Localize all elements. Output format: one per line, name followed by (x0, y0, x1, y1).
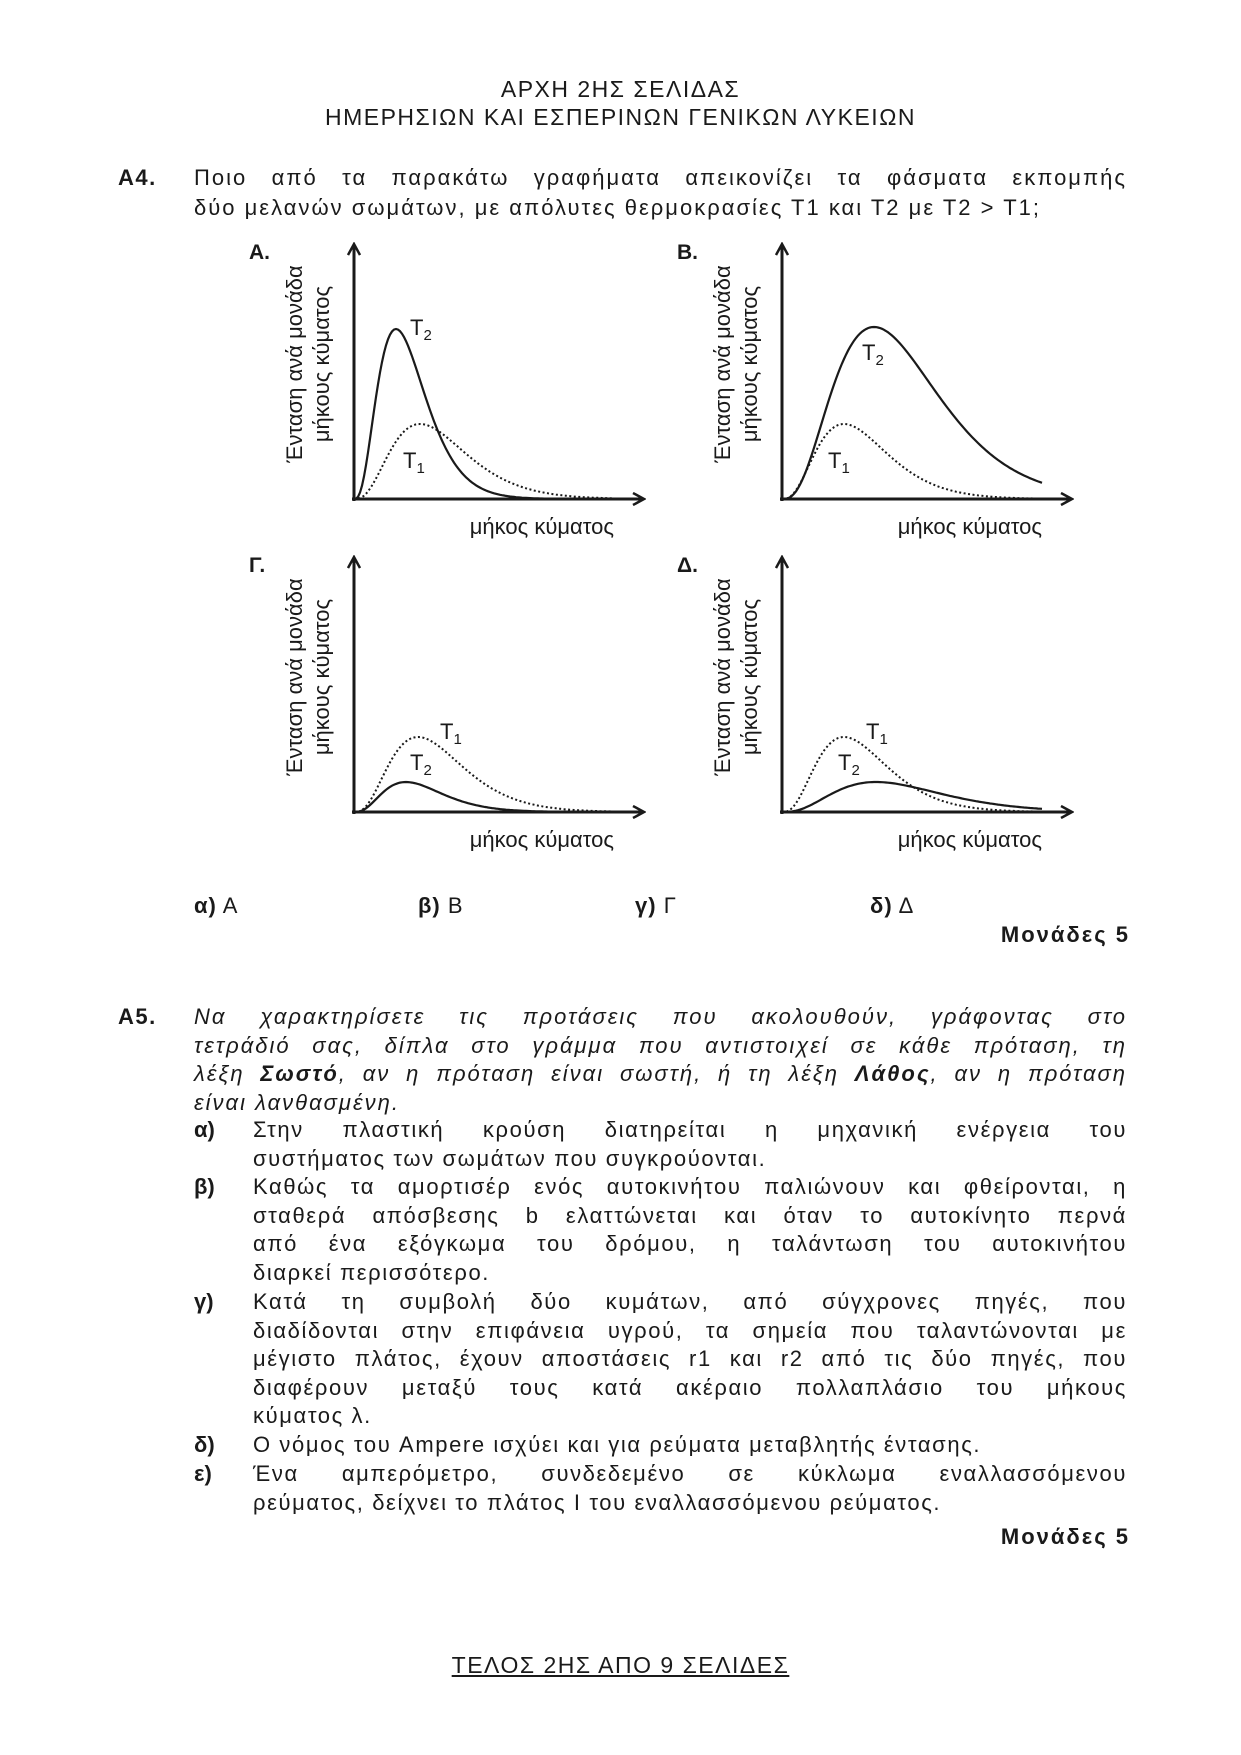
series-curve-t1 (354, 424, 614, 499)
chart-panel (677, 554, 1072, 852)
statement-line: ρεύματος, δείχνει το πλάτος I του εναλλασσόμενου ρεύματος. (253, 1489, 942, 1515)
statement-letter: β) (194, 1174, 215, 1199)
statement-line: Ένα αμπερόμετρο, συνδεδεμένο σε κύκλωμα εναλλασσόμενου (253, 1461, 1127, 1486)
statement-text (253, 1288, 1127, 1431)
x-axis-label: μήκος κύματος (469, 827, 614, 852)
x-axis-label: μήκος κύματος (897, 827, 1042, 852)
chart-panel (677, 241, 1072, 539)
statement-line: κύματος λ. (253, 1403, 372, 1428)
option-d (870, 893, 914, 919)
statement-line: διαρκεί περισσότερο. (253, 1259, 491, 1285)
panel-label: Γ. (249, 554, 266, 577)
question-a5-intro-line-3 (194, 1060, 1127, 1088)
series-curve-t2 (354, 782, 614, 812)
series-label: $T_2$ (862, 340, 884, 369)
statement-letter: ε) (194, 1461, 212, 1486)
statement-line: μέγιστο πλάτος, έχουν αποστάσεις r1 και r2 από τις δύο πηγές, που (253, 1346, 1127, 1371)
option-d-letter: δ) (870, 893, 893, 918)
spectra-charts (0, 225, 1241, 865)
word-correct: Σωστό (260, 1061, 339, 1086)
intro-text: , αν η πρόταση (930, 1061, 1128, 1086)
panel-label: Δ. (677, 554, 698, 577)
y-axis-label-line-1: Ένταση ανά μονάδα (710, 265, 735, 463)
footer-text: ΤΕΛΟΣ 2ΗΣ ΑΠΟ 9 ΣΕΛΙΔΕΣ (451, 1652, 790, 1678)
series-label: $T_2$ (838, 750, 860, 779)
statement-line: Καθώς τα αμορτισέρ ενός αυτοκινήτου παλιώνουν και φθείρονται, η (253, 1174, 1127, 1199)
statement-text (253, 1173, 1127, 1287)
option-a-letter: α) (194, 893, 217, 918)
question-a4-line-2: δύο μελανών σωμάτων, με απόλυτες θερμοκρασίες Τ1 και Τ2 με Τ2 > Τ1; (194, 195, 1041, 220)
header-line-2: ΗΜΕΡΗΣΙΩΝ ΚΑΙ ΕΣΠΕΡΙΝΩΝ ΓΕΝΙΚΩΝ ΛΥΚΕΙΩΝ (324, 104, 916, 130)
statement-letter: δ) (194, 1432, 215, 1457)
series-label: $T_2$ (410, 315, 432, 344)
y-axis-label-line-2: μήκους κύματος (737, 598, 762, 756)
series-curve-t2 (782, 327, 1042, 499)
panel-label: Β. (677, 241, 698, 264)
series-label: $T_1$ (828, 448, 850, 477)
intro-text: λέξη (194, 1061, 261, 1086)
series-label: $T_1$ (866, 719, 888, 748)
option-b (418, 893, 464, 919)
statement-line: Κατά τη συμβολή δύο κυμάτων, από σύγχρονες πηγές, που (253, 1289, 1127, 1314)
question-a5-intro-line-2: τετράδιό σας, δίπλα στο γράμμα που αντιστοιχεί σε κάθε πρόταση, τη (194, 1033, 1127, 1058)
y-axis-label-line-2: μήκους κύματος (309, 598, 334, 756)
x-axis-label: μήκος κύματος (897, 514, 1042, 539)
y-axis-label-line-1: Ένταση ανά μονάδα (710, 578, 735, 776)
series-label: $T_2$ (410, 750, 432, 779)
header-line-1: ΑΡΧΗ 2ΗΣ ΣΕΛΙΔΑΣ (500, 76, 741, 102)
option-a (194, 893, 238, 919)
word-wrong: Λάθος (854, 1061, 931, 1086)
y-axis-label-line-1: Ένταση ανά μονάδα (282, 578, 307, 776)
a5-marks: Μονάδες 5 (1000, 1524, 1130, 1549)
statement-line: σταθερά απόσβεσης b ελαττώνεται και όταν το αυτοκίνητο περνά (253, 1202, 1127, 1228)
question-a4-label: Α4. (118, 165, 157, 190)
option-c (635, 893, 677, 919)
statement-line: διαφέρουν μεταξύ τους κατά ακέραιο πολλαπλάσιο του μήκους (253, 1374, 1127, 1400)
statement-text (253, 1116, 1127, 1173)
option-c-letter: γ) (635, 893, 657, 918)
chart-panel (249, 554, 644, 852)
option-c-text: Γ (663, 893, 677, 918)
y-axis-label-line-1: Ένταση ανά μονάδα (282, 265, 307, 463)
statement-text (253, 1460, 1127, 1517)
series-curve-t1 (354, 737, 614, 812)
option-a-text: Α (222, 893, 239, 918)
statement-letter: α) (194, 1117, 215, 1142)
statement-line: συστήματος των σωμάτων που συγκρούονται. (253, 1145, 767, 1171)
question-a5-label: Α5. (118, 1004, 157, 1029)
intro-text: , αν η πρόταση είναι σωστή, ή τη λέξη (338, 1061, 855, 1086)
chart-panel (249, 241, 644, 539)
statement-line: διαδίδονται στην επιφάνεια υγρού, τα σημεία που ταλαντώνονται με (253, 1317, 1127, 1343)
question-a5-intro-line-1: Να χαρακτηρίσετε τις προτάσεις που ακολουθούν, γράφοντας στο (194, 1004, 1127, 1029)
series-curve-t1 (782, 424, 1042, 499)
page-footer (0, 1652, 1241, 1679)
statement-line: Στην πλαστική κρούση διατηρείται η μηχανική ενέργεια του (253, 1117, 1127, 1142)
option-b-letter: β) (418, 893, 441, 918)
statement-text (253, 1431, 1127, 1460)
panel-label: Α. (249, 241, 270, 264)
option-d-text: Δ (898, 893, 915, 918)
option-b-text: Β (447, 893, 464, 918)
statement-line: από ένα εξόγκωμα του δρόμου, η ταλάντωση του αυτοκινήτου (253, 1231, 1127, 1256)
y-axis-label-line-2: μήκους κύματος (737, 285, 762, 443)
series-label: $T_1$ (440, 719, 462, 748)
statement-letter: γ) (194, 1289, 214, 1314)
series-label: $T_1$ (403, 448, 425, 477)
x-axis-label: μήκος κύματος (469, 514, 614, 539)
question-a4-line-1: Ποιο από τα παρακάτω γραφήματα απεικονίζει τα φάσματα εκπομπής (194, 165, 1127, 190)
series-curve-t2 (782, 782, 1042, 812)
question-a5-intro-line-4: είναι λανθασμένη. (194, 1090, 400, 1115)
a4-marks: Μονάδες 5 (1000, 922, 1130, 947)
y-axis-label-line-2: μήκους κύματος (309, 285, 334, 443)
statement-line: Ο νόμος του Ampere ισχύει και για ρεύματα μεταβλητής έντασης. (253, 1432, 982, 1457)
series-curve-t2 (354, 329, 614, 499)
